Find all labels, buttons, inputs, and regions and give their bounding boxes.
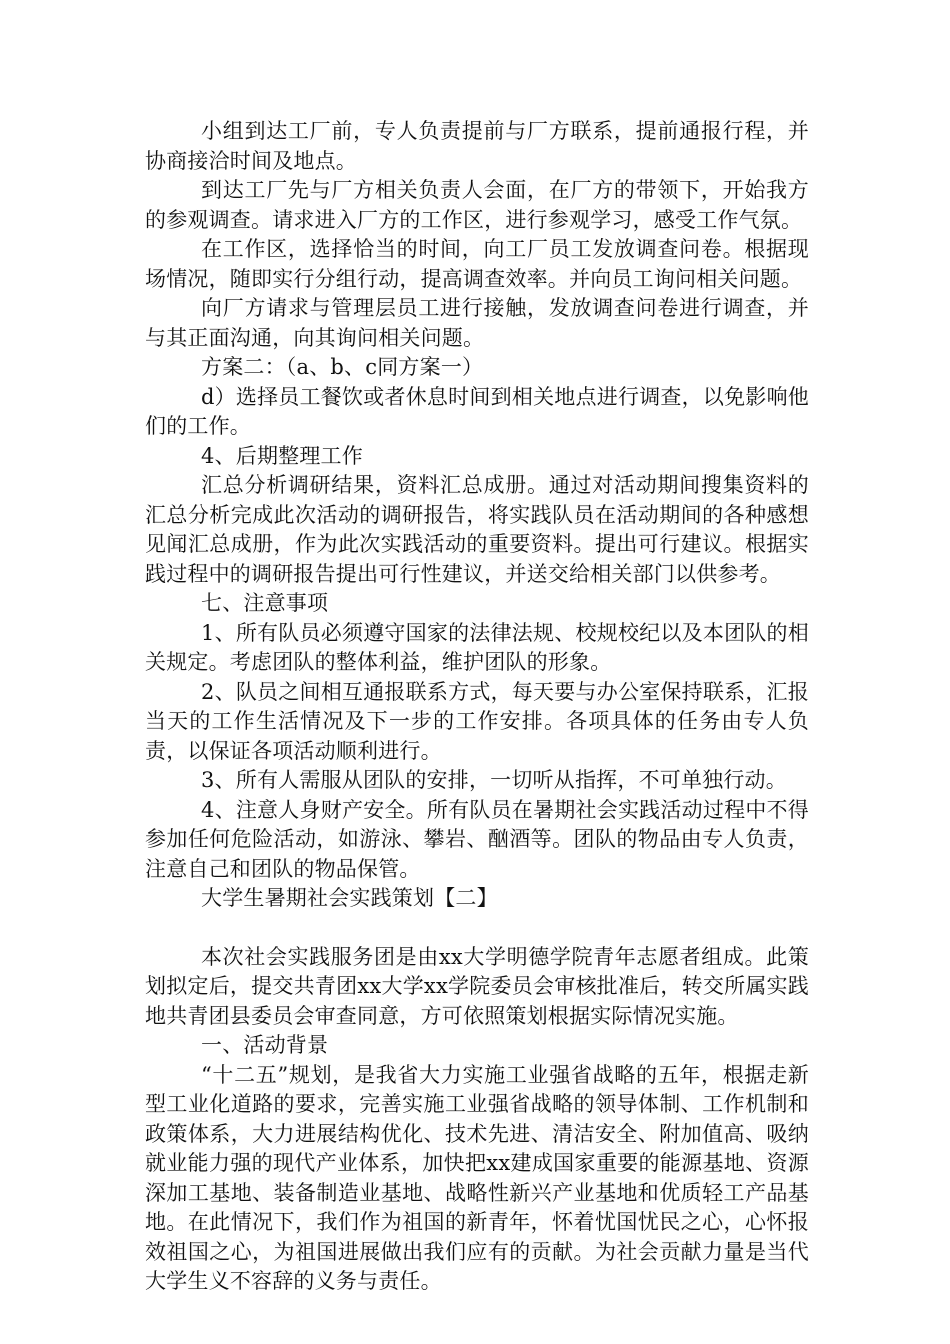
- paragraph: 3、所有人需服从团队的安排，一切听从指挥，不可单独行动。: [201, 768, 787, 792]
- section-heading: 大学生暑期社会实践策划【二】: [201, 886, 498, 910]
- paragraph: 本次社会实践服务团是由xx大学明德学院青年志愿者组成。此策划拟定后，提交共青团xx大学xx学院委员会审核批准后，转交所属实践地共青团县委员会审查同意，方可依照策划根据实际情况实施。: [145, 944, 809, 1028]
- paragraph: 向厂方请求与管理层员工进行接触，发放调查问卷进行调查，并与其正面沟通，向其询问相关问题。: [145, 296, 809, 350]
- section-heading: 4、后期整理工作: [201, 443, 363, 468]
- paragraph: “十二五”规划，是我省大力实施工业强省战略的五年，根据走新型工业化道路的要求，完善实施工业强省战略的领导体制、工作机制和政策体系，大力进展结构优化、技术先进、清洁安全、附加值高、吸纳就业能力强的现代产业体系，加快把xx建成国家重要的能源基地、资源深加工基地、装备制造业基地、战略性新兴产业基地和优质轻工产品基地。在此情况下，我们作为祖国的新青年，怀着忧国忧民之心，心怀报效祖国之心，为祖国进展做出我们应有的贡献。为社会贡献力量是当代大学生义不容辞的义务与责任。: [145, 1062, 809, 1293]
- paragraph: d）选择员工餐饮或者休息时间到相关地点进行调查，以免影响他们的工作。: [145, 384, 809, 438]
- paragraph: 4、注意人身财产安全。所有队员在暑期社会实践活动过程中不得参加任何危险活动，如游泳、攀岩、酗酒等。团队的物品由专人负责，注意自己和团队的物品保管。: [145, 797, 809, 881]
- paragraph: 1、所有队员必须遵守国家的法律法规、校规校纪以及本团队的相关规定。考虑团队的整体利益，维护团队的形象。: [145, 620, 809, 674]
- paragraph: 小组到达工厂前，专人负责提前与厂方联系，提前通报行程，并协商接洽时间及地点。: [145, 119, 809, 173]
- section-heading: 一、活动背景: [201, 1033, 329, 1057]
- document-body: [145, 117, 809, 1297]
- paragraph: 2、队员之间相互通报联系方式，每天要与办公室保持联系，汇报当天的工作生活情况及下一步的工作安排。各项具体的任务由专人负责，以保证各项活动顺利进行。: [145, 679, 809, 763]
- paragraph-spacer: [145, 914, 809, 943]
- paragraph: 汇总分析调研结果，资料汇总成册。通过对活动期间搜集资料的汇总分析完成此次活动的调研报告，将实践队员在活动期间的各种感想见闻汇总成册，作为此次实践活动的重要资料。提出可行建议。根据实践过程中的调研报告提出可行性建议，并送交给相关部门以供参考。: [145, 473, 809, 586]
- paragraph: 到达工厂先与厂方相关负责人会面，在厂方的带领下，开始我方的参观调查。请求进入厂方的工作区，进行参观学习，感受工作气氛。: [145, 178, 809, 232]
- paragraph: 在工作区，选择恰当的时间，向工厂员工发放调查问卷。根据现场情况，随即实行分组行动，提高调查效率。并向员工询问相关问题。: [145, 237, 809, 291]
- section-heading: 七、注意事项: [201, 591, 329, 615]
- section-heading: 方案二：（a、b、c同方案一）: [201, 355, 484, 379]
